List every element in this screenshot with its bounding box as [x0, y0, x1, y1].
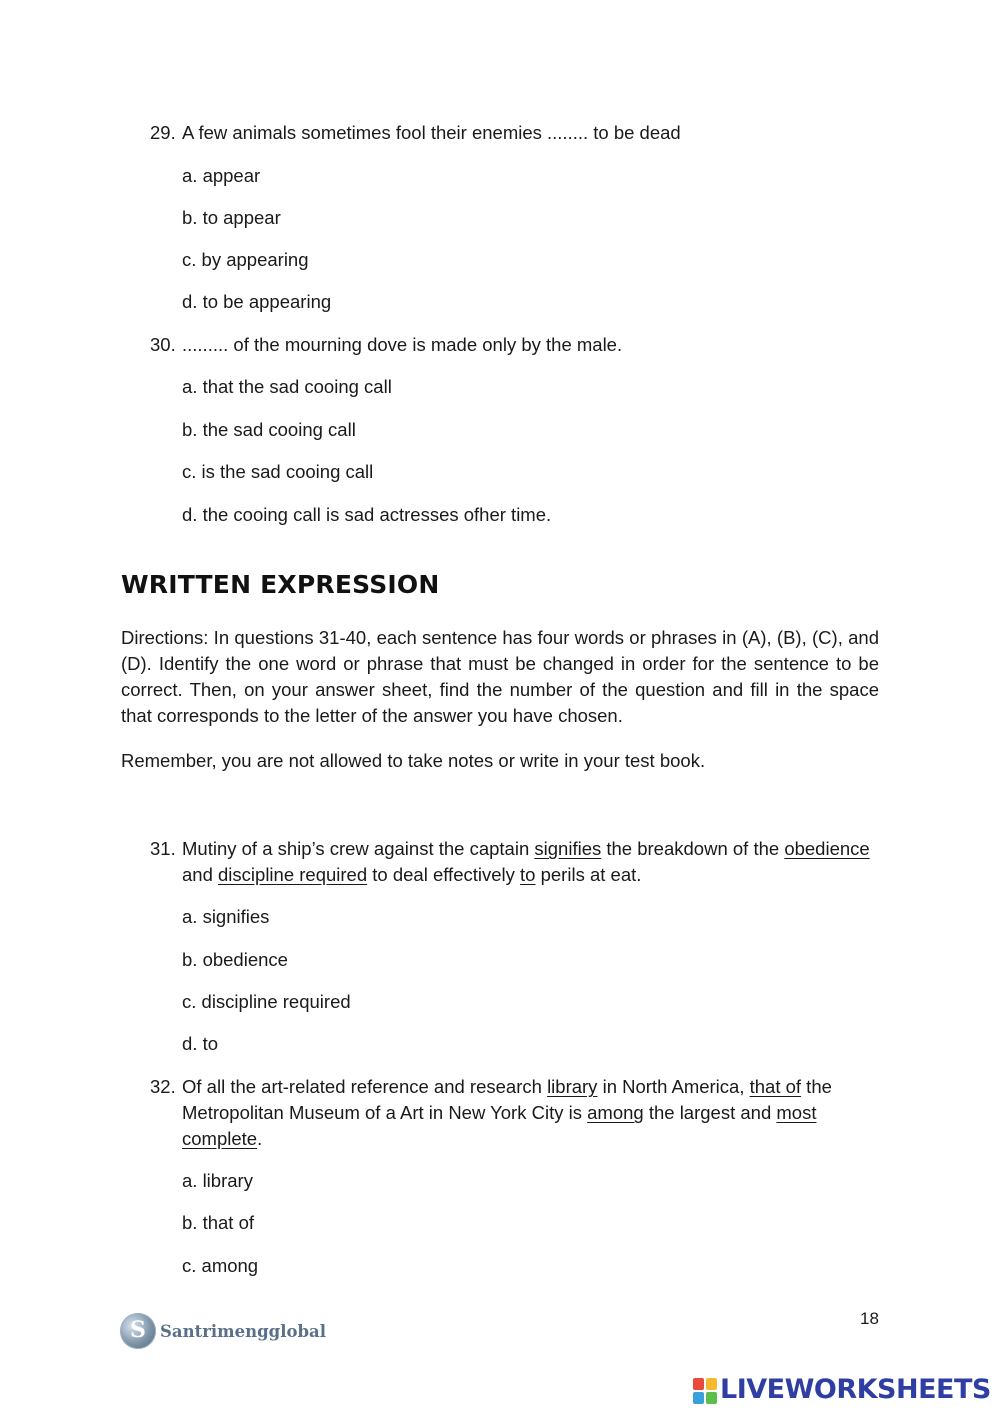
option-d: d. to be appearing	[182, 291, 332, 312]
question-31	[150, 836, 880, 888]
option-d: d. to	[182, 1033, 218, 1054]
directions-paragraph: Directions: In questions 31-40, each sentence has four words or phrases in (A), (B), (C), and (D). Identify the one word or phrase that must be changed in order for the sentence to be correct. Then, on your answer sheet, find the number of the question and fill in the space that corresponds to the letter of the answer you have chosen.	[121, 627, 879, 726]
option-c: c. is the sad cooing call	[182, 461, 374, 482]
question-number: 29.	[150, 122, 176, 143]
option-b: b. obedience	[182, 949, 288, 970]
underlined-option-d: to	[520, 864, 536, 885]
page-number: 18	[860, 1309, 879, 1328]
option-b: b. the sad cooing call	[182, 419, 356, 440]
underlined-option-a: signifies	[534, 838, 602, 859]
option-b: b. that of	[182, 1212, 254, 1233]
question-29	[150, 120, 880, 146]
question-30	[150, 332, 880, 358]
option-c: c. among	[182, 1255, 259, 1276]
liveworksheets-text: LIVEWORKSHEETS	[720, 1374, 991, 1405]
liveworksheets-icon	[693, 1378, 717, 1404]
underlined-option-d: most complete	[182, 1102, 817, 1149]
underlined-option-b: that of	[749, 1076, 802, 1097]
logo-globe-icon: S	[120, 1313, 156, 1349]
section-heading: WRITTEN EXPRESSION	[121, 570, 440, 599]
question-number: 31.	[150, 838, 176, 859]
publisher-logo	[120, 1312, 330, 1352]
question-stem: Of all the art-related reference and research library in North America, that of the Metropolitan Museum of a Art in New York City is among the largest and most complete.	[182, 1076, 832, 1149]
option-a: a. appear	[182, 165, 261, 186]
question-stem: ......... of the mourning dove is made only by the male.	[182, 334, 623, 355]
underlined-option-c: among	[587, 1102, 644, 1123]
option-a: a. that the sad cooing call	[182, 376, 392, 397]
underlined-option-c: discipline required	[218, 864, 368, 885]
reminder-text: Remember, you are not allowed to take notes or write in your test book.	[121, 750, 706, 771]
underlined-option-a: library	[547, 1076, 598, 1097]
option-c: c. discipline required	[182, 991, 351, 1012]
logo-text: Santrimengglobal	[160, 1322, 326, 1341]
question-stem: Mutiny of a ship’s crew against the captain signifies the breakdown of the obedience and discipline required to deal effectively to perils at eat.	[182, 838, 870, 885]
option-b: b. to appear	[182, 207, 281, 228]
option-a: a. library	[182, 1170, 253, 1191]
option-a: a. signifies	[182, 906, 270, 927]
question-number: 32.	[150, 1076, 176, 1097]
option-d: d. the cooing call is sad actresses ofher time.	[182, 504, 552, 525]
option-c: c. by appearing	[182, 249, 309, 270]
question-stem: A few animals sometimes fool their enemies ........ to be dead	[182, 122, 681, 143]
underlined-option-b: obedience	[784, 838, 870, 859]
question-number: 30.	[150, 334, 176, 355]
question-32	[150, 1074, 880, 1152]
